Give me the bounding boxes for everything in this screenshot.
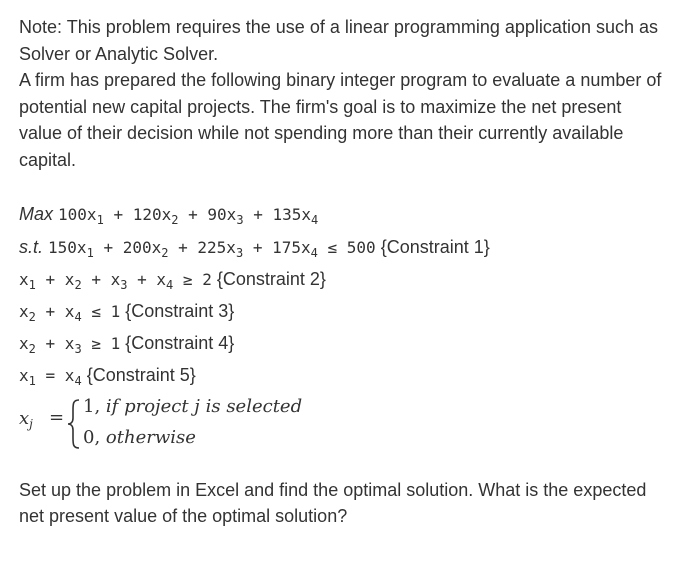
constraint-2 bbox=[19, 267, 326, 292]
objective-function bbox=[19, 202, 318, 227]
binary-variable-definition bbox=[19, 396, 379, 452]
constraint-3 bbox=[19, 299, 234, 324]
objective-label: Max bbox=[19, 204, 54, 224]
constraint-4 bbox=[19, 331, 234, 356]
solver-note: Note: This problem requires the use of a linear programming application such as Solver or Analytic Solver. bbox=[19, 17, 658, 64]
decision-variable: $x_j$ bbox=[19, 408, 33, 431]
constraint-5 bbox=[19, 363, 196, 388]
case-selected: 1, if project j is selected bbox=[83, 396, 303, 417]
case-otherwise: 0, otherwise bbox=[83, 427, 196, 448]
constraint-2-label: {Constraint 2} bbox=[216, 269, 326, 289]
constraint-4-expression: $x_2 + x_3 \ge 1$ bbox=[19, 334, 121, 356]
constraint-4-label: {Constraint 4} bbox=[125, 333, 235, 353]
equals-sign: = bbox=[49, 407, 65, 428]
subject-to-label: s.t. bbox=[19, 237, 44, 257]
constraint-1 bbox=[19, 235, 490, 260]
constraint-1-label: {Constraint 1} bbox=[380, 237, 490, 257]
constraint-5-label: {Constraint 5} bbox=[86, 365, 196, 385]
constraint-2-expression: $x_1 + x_2 + x_3 + x_4 \ge 2$ bbox=[19, 270, 212, 292]
question-text: Set up the problem in Excel and find the optimal solution. What is the expected net present value of the optimal solution? bbox=[19, 480, 647, 526]
constraint-3-expression: $x_2 + x_4 \le 1$ bbox=[19, 302, 121, 324]
constraint-3-label: {Constraint 3} bbox=[125, 301, 235, 321]
left-brace-icon bbox=[67, 398, 81, 450]
constraint-5-expression: $x_1 = x_4$ bbox=[19, 366, 82, 388]
problem-intro bbox=[19, 14, 669, 173]
objective-expression: $100x_1 + 120x_2 + 90x_3 + 135x_4$ bbox=[58, 205, 319, 227]
constraint-1-expression: $150x_1 + 200x_2 + 225x_3 + 175x_4 \le 500$ bbox=[48, 238, 376, 260]
problem-description: A firm has prepared the following binary integer program to evaluate a number of potential new capital projects. The firm's goal is to maximize the net present value of their decision while not spending more than their currently available capital. bbox=[19, 70, 662, 170]
